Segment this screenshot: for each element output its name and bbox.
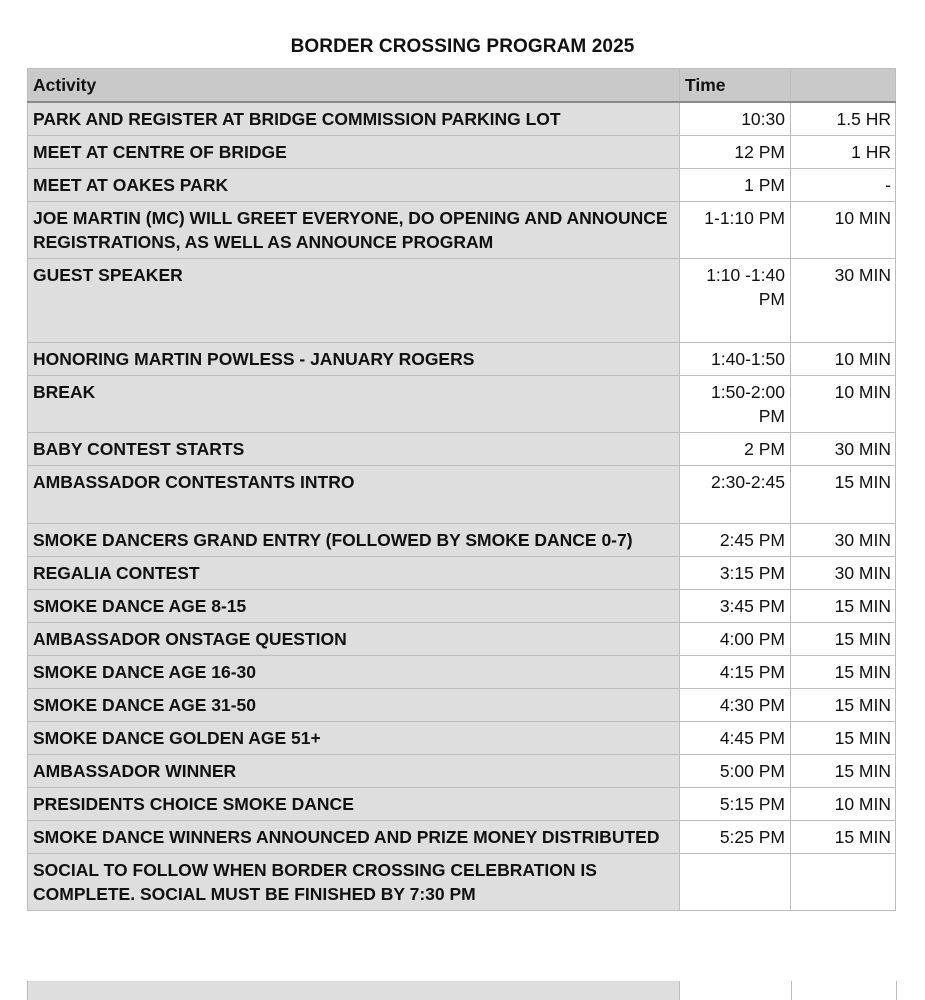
- duration-cell[interactable]: 10 MIN: [791, 202, 896, 259]
- table-row: [28, 136, 896, 169]
- time-cell[interactable]: 4:30 PM: [680, 689, 791, 722]
- duration-cell[interactable]: [791, 854, 896, 911]
- header-row: [28, 69, 896, 103]
- duration-cell[interactable]: 15 MIN: [791, 821, 896, 854]
- activity-cell[interactable]: BREAK: [28, 376, 680, 433]
- duration-cell[interactable]: 30 MIN: [791, 524, 896, 557]
- table-row: [28, 788, 896, 821]
- activity-cell[interactable]: REGALIA CONTEST: [28, 557, 680, 590]
- table-row: [28, 259, 896, 343]
- duration-cell[interactable]: 1.5 HR: [791, 102, 896, 136]
- duration-cell[interactable]: 10 MIN: [791, 376, 896, 433]
- time-cell[interactable]: 1:50-2:00 PM: [680, 376, 791, 433]
- time-cell[interactable]: 5:00 PM: [680, 755, 791, 788]
- column-header-duration[interactable]: [791, 69, 896, 103]
- activity-cell[interactable]: BABY CONTEST STARTS: [28, 433, 680, 466]
- duration-cell[interactable]: 1 HR: [791, 136, 896, 169]
- table-row: [28, 755, 896, 788]
- duration-cell[interactable]: 15 MIN: [791, 623, 896, 656]
- activity-cell[interactable]: SMOKE DANCE WINNERS ANNOUNCED AND PRIZE MONEY DISTRIBUTED: [28, 821, 680, 854]
- activity-cell[interactable]: PARK AND REGISTER AT BRIDGE COMMISSION PARKING LOT: [28, 102, 680, 136]
- table-row: [28, 343, 896, 376]
- activity-cell[interactable]: HONORING MARTIN POWLESS - JANUARY ROGERS: [28, 343, 680, 376]
- table-row: [28, 202, 896, 259]
- time-cell[interactable]: 1-1:10 PM: [680, 202, 791, 259]
- table-row: [28, 821, 896, 854]
- time-cell[interactable]: 5:15 PM: [680, 788, 791, 821]
- activity-cell[interactable]: AMBASSADOR ONSTAGE QUESTION: [28, 623, 680, 656]
- table-row: [28, 376, 896, 433]
- time-cell[interactable]: 2 PM: [680, 433, 791, 466]
- duration-cell[interactable]: 15 MIN: [791, 722, 896, 755]
- time-cell[interactable]: 4:15 PM: [680, 656, 791, 689]
- duration-cell[interactable]: 30 MIN: [791, 557, 896, 590]
- time-cell[interactable]: 3:15 PM: [680, 557, 791, 590]
- table-row: [28, 722, 896, 755]
- table-row: [28, 433, 896, 466]
- duration-cell[interactable]: 30 MIN: [791, 433, 896, 466]
- column-header-time[interactable]: Time: [680, 69, 791, 103]
- table-row: [28, 590, 896, 623]
- time-cell[interactable]: 5:25 PM: [680, 821, 791, 854]
- activity-cell[interactable]: MEET AT CENTRE OF BRIDGE: [28, 136, 680, 169]
- time-cell[interactable]: 12 PM: [680, 136, 791, 169]
- time-cell[interactable]: 2:45 PM: [680, 524, 791, 557]
- schedule-table: [27, 68, 896, 911]
- table-row: [28, 623, 896, 656]
- activity-cell[interactable]: GUEST SPEAKER: [28, 259, 680, 343]
- activity-cell[interactable]: PRESIDENTS CHOICE SMOKE DANCE: [28, 788, 680, 821]
- duration-cell[interactable]: 15 MIN: [791, 590, 896, 623]
- duration-cell[interactable]: -: [791, 169, 896, 202]
- table-row: [28, 689, 896, 722]
- time-cell[interactable]: 4:00 PM: [680, 623, 791, 656]
- activity-cell[interactable]: SMOKE DANCE AGE 16-30: [28, 656, 680, 689]
- duration-cell[interactable]: 15 MIN: [791, 755, 896, 788]
- time-cell[interactable]: 1:40-1:50: [680, 343, 791, 376]
- time-cell[interactable]: 1 PM: [680, 169, 791, 202]
- table-row: [28, 656, 896, 689]
- table-row: [28, 524, 896, 557]
- time-cell[interactable]: 2:30-2:45: [680, 466, 791, 524]
- table-row: [28, 169, 896, 202]
- activity-cell[interactable]: JOE MARTIN (MC) WILL GREET EVERYONE, DO OPENING AND ANNOUNCE REGISTRATIONS, AS WELL AS ANNOUNCE PROGRAM: [28, 202, 680, 259]
- activity-cell[interactable]: SMOKE DANCE AGE 8-15: [28, 590, 680, 623]
- duration-cell[interactable]: 30 MIN: [791, 259, 896, 343]
- column-header-activity[interactable]: Activity: [28, 69, 680, 103]
- activity-cell[interactable]: SMOKE DANCERS GRAND ENTRY (FOLLOWED BY SMOKE DANCE 0-7): [28, 524, 680, 557]
- activity-cell[interactable]: SOCIAL TO FOLLOW WHEN BORDER CROSSING CELEBRATION IS COMPLETE. SOCIAL MUST BE FINISHED BY 7:30 PM: [28, 854, 680, 911]
- duration-cell[interactable]: 10 MIN: [791, 788, 896, 821]
- activity-cell[interactable]: AMBASSADOR WINNER: [28, 755, 680, 788]
- time-cell[interactable]: 4:45 PM: [680, 722, 791, 755]
- activity-cell[interactable]: MEET AT OAKES PARK: [28, 169, 680, 202]
- time-cell[interactable]: 3:45 PM: [680, 590, 791, 623]
- table-row: [28, 854, 896, 911]
- table-row: [28, 466, 896, 524]
- duration-cell[interactable]: 15 MIN: [791, 656, 896, 689]
- table-row: [28, 557, 896, 590]
- table-row: [28, 102, 896, 136]
- time-cell[interactable]: 10:30: [680, 102, 791, 136]
- activity-cell[interactable]: AMBASSADOR CONTESTANTS INTRO: [28, 466, 680, 524]
- activity-cell[interactable]: SMOKE DANCE AGE 31-50: [28, 689, 680, 722]
- duration-cell[interactable]: 10 MIN: [791, 343, 896, 376]
- page-title: BORDER CROSSING PROGRAM 2025: [290, 36, 635, 57]
- time-cell[interactable]: [680, 854, 791, 911]
- empty-row-partial: [27, 981, 897, 1000]
- duration-cell[interactable]: 15 MIN: [791, 466, 896, 524]
- activity-cell[interactable]: SMOKE DANCE GOLDEN AGE 51+: [28, 722, 680, 755]
- time-cell[interactable]: 1:10 -1:40 PM: [680, 259, 791, 343]
- duration-cell[interactable]: 15 MIN: [791, 689, 896, 722]
